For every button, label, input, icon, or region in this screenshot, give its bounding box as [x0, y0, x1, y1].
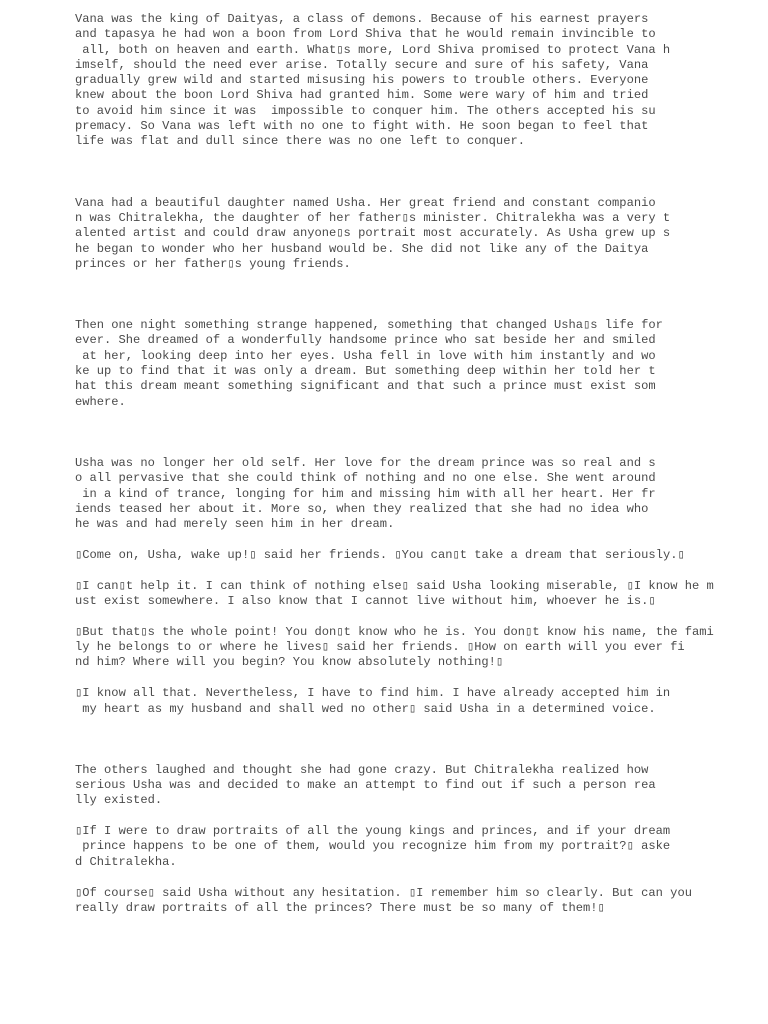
text-line: ▯I can▯t help it. I can think of nothing else▯ said Usha looking miserable, ▯I know he m: [75, 578, 714, 593]
text-line: ever. She dreamed of a wonderfully handsome prince who sat beside her and smiled: [75, 333, 656, 348]
text-line: at her, looking deep into her eyes. Usha fell in love with him instantly and wo: [75, 348, 656, 363]
text-line: iends teased her about it. More so, when they realized that she had no idea who: [75, 501, 649, 516]
paragraph-friends-wake-up: [75, 548, 745, 563]
text-line: and tapasya he had won a boon from Lord Shiva that he would remain invincible to: [75, 27, 656, 42]
text-line: ▯But that▯s the whole point! You don▯t know who he is. You don▯t know his name, the fami: [75, 624, 714, 639]
text-line: lly existed.: [75, 793, 163, 808]
paragraph-chitralekha-realized: [75, 763, 745, 809]
text-line: life was flat and dull since there was no one left to conquer.: [75, 134, 525, 149]
text-line: Vana had a beautiful daughter named Usha. Her great friend and constant companio: [75, 195, 656, 210]
text-line: ▯I know all that. Nevertheless, I have to find him. I have already accepted him in: [75, 686, 671, 701]
paragraph-dream: [75, 318, 745, 410]
paragraph-vana-king: [75, 12, 745, 150]
text-line: ke up to find that it was only a dream. But something deep within her told her t: [75, 364, 656, 379]
text-line: really draw portraits of all the princes? There must be so many of them!▯: [75, 900, 605, 915]
text-line: my heart as my husband and shall wed no other▯ said Usha in a determined voice.: [75, 701, 656, 716]
paragraph-usha-changed: [75, 456, 745, 532]
text-line: ly he belongs to or where he lives▯ said her friends. ▯How on earth will you ever fi: [75, 640, 685, 655]
text-line: Usha was no longer her old self. Her love for the dream prince was so real and s: [75, 455, 656, 470]
text-line: n was Chitralekha, the daughter of her father▯s minister. Chitralekha was a very t: [75, 210, 671, 225]
text-line: ust exist somewhere. I also know that I cannot live without him, whoever he is.▯: [75, 594, 656, 609]
text-line: prince happens to be one of them, would you recognize him from my portrait?▯ aske: [75, 839, 671, 854]
text-line: ▯Of course▯ said Usha without any hesitation. ▯I remember him so clearly. But can you: [75, 885, 692, 900]
text-line: knew about the boon Lord Shiva had granted him. Some were wary of him and tried: [75, 88, 649, 103]
text-line: nd him? Where will you begin? You know absolutely nothing!▯: [75, 655, 504, 670]
text-line: ewhere.: [75, 394, 126, 409]
paragraph-usha-daughter: [75, 196, 745, 272]
paragraph-usha-determined: [75, 686, 745, 717]
paragraph-usha-of-course: [75, 886, 745, 917]
paragraph-usha-cannot-help: [75, 579, 745, 610]
text-line: all, both on heaven and earth. What▯s more, Lord Shiva promised to protect Vana h: [75, 42, 671, 57]
paragraph-chitralekha-portraits: [75, 824, 745, 870]
text-line: imself, should the need ever arise. Totally secure and sure of his safety, Vana: [75, 57, 649, 72]
paragraph-friends-whole-point: [75, 625, 745, 671]
text-line: he was and had merely seen him in her dream.: [75, 517, 395, 532]
text-line: d Chitralekha.: [75, 854, 177, 869]
text-line: princes or her father▯s young friends.: [75, 256, 351, 271]
text-line: to avoid him since it was impossible to conquer him. The others accepted his su: [75, 103, 656, 118]
text-line: ▯Come on, Usha, wake up!▯ said her friends. ▯You can▯t take a dream that seriously.▯: [75, 547, 685, 562]
text-line: o all pervasive that she could think of nothing and no one else. She went around: [75, 471, 656, 486]
text-line: The others laughed and thought she had gone crazy. But Chitralekha realized how: [75, 762, 649, 777]
text-line: gradually grew wild and started misusing his powers to trouble others. Everyone: [75, 73, 649, 88]
text-line: hat this dream meant something significant and that such a prince must exist som: [75, 379, 656, 394]
text-line: Vana was the king of Daityas, a class of demons. Because of his earnest prayers: [75, 12, 649, 26]
document-page: [75, 12, 745, 916]
text-line: ▯If I were to draw portraits of all the young kings and princes, and if your dream: [75, 824, 671, 839]
text-line: in a kind of trance, longing for him and missing him with all her heart. Her fr: [75, 486, 656, 501]
text-line: he began to wonder who her husband would be. She did not like any of the Daitya: [75, 241, 649, 256]
text-line: premacy. So Vana was left with no one to fight with. He soon began to feel that: [75, 119, 649, 134]
text-line: Then one night something strange happened, something that changed Usha▯s life for: [75, 318, 663, 333]
text-line: alented artist and could draw anyone▯s portrait most accurately. As Usha grew up s: [75, 226, 671, 241]
text-line: serious Usha was and decided to make an attempt to find out if such a person rea: [75, 778, 656, 793]
